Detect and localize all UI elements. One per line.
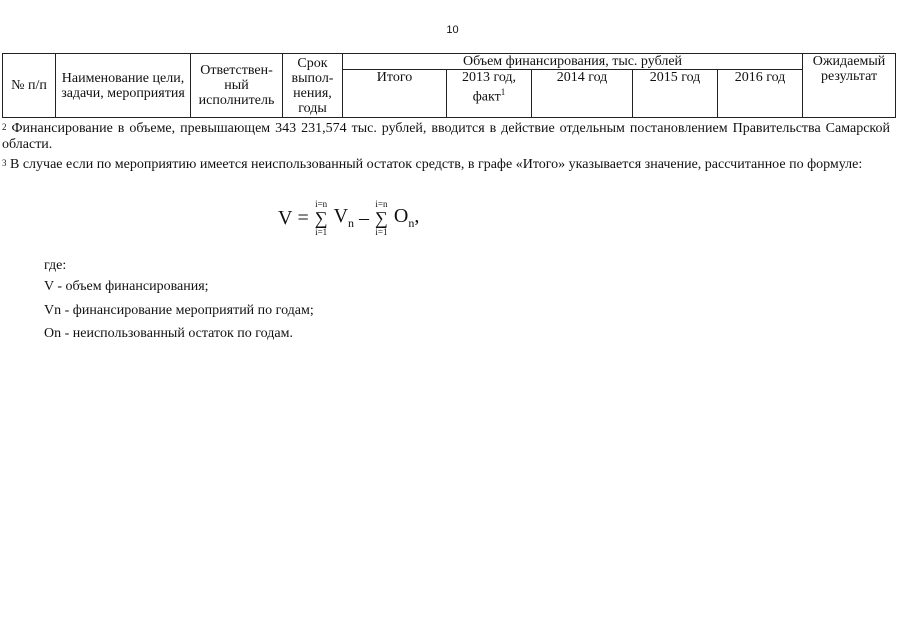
legend-vn: Vn - финансирование мероприятий по годам; [44, 303, 314, 318]
footnote-3 [2, 157, 890, 173]
header-2013-footnote-mark: 1 [500, 87, 506, 97]
financing-table [2, 53, 896, 118]
formula-comma: , [414, 205, 420, 227]
sum-2-lower: i=1 [375, 227, 388, 237]
header-total: Итого [343, 70, 447, 118]
footnote-3-text: В случае если по мероприятию имеется неиспользованный остаток средств, в графе «Итого» указывается значение, рассчитанное по формуле: [10, 157, 863, 172]
sum-1-upper: i=n [315, 199, 328, 209]
header-2013 [447, 70, 532, 118]
header-2014: 2014 год [532, 70, 633, 118]
sum-2-upper: i=n [375, 199, 388, 209]
footnote-2-mark: 2 [2, 122, 7, 132]
header-2016: 2016 год [718, 70, 803, 118]
sum-1-lower: i=1 [315, 227, 328, 237]
header-2013-label: 2013 год, факт [461, 70, 517, 105]
footnote-2 [2, 121, 890, 153]
term-1-symbol: V [333, 205, 349, 227]
term-1-subscript: n [348, 216, 355, 230]
sigma-icon: ∑ [314, 208, 328, 228]
header-result: Ожидаемый результат [803, 54, 896, 118]
header-2015: 2015 год [633, 70, 718, 118]
formula [278, 199, 419, 247]
sigma-icon: ∑ [375, 208, 388, 228]
formula-minus: – [359, 206, 370, 229]
header-term: Срок выпол- нения, годы [283, 54, 343, 118]
sum-symbol-1 [315, 199, 328, 237]
footnote-2-text: Финансирование в объеме, превышающем 343 231,574 тыс. рублей, вводится в действие отдельным постановлением Правительства Самарской области. [2, 121, 890, 152]
term-2-subscript: n [408, 216, 415, 230]
formula-lhs: V [278, 206, 293, 229]
term-2-symbol: O [393, 205, 409, 227]
header-responsible: Ответствен- ный исполнитель [191, 54, 283, 118]
legend-on: On - неиспользованный остаток по годам. [44, 326, 293, 341]
legend-v: V - объем финансирования; [44, 279, 209, 294]
page-number: 10 [446, 24, 459, 36]
sum-symbol-2 [375, 199, 388, 237]
footnote-3-mark: 3 [2, 158, 7, 168]
legend-where: где: [44, 258, 67, 273]
formula-term-2 [394, 205, 419, 231]
formula-equals: = [297, 206, 309, 229]
formula-term-1 [334, 205, 354, 231]
header-number: № п/п [3, 54, 56, 118]
header-financing: Объем финансирования, тыс. рублей [343, 54, 803, 70]
header-name: Наименование цели, задачи, мероприятия [56, 54, 191, 118]
